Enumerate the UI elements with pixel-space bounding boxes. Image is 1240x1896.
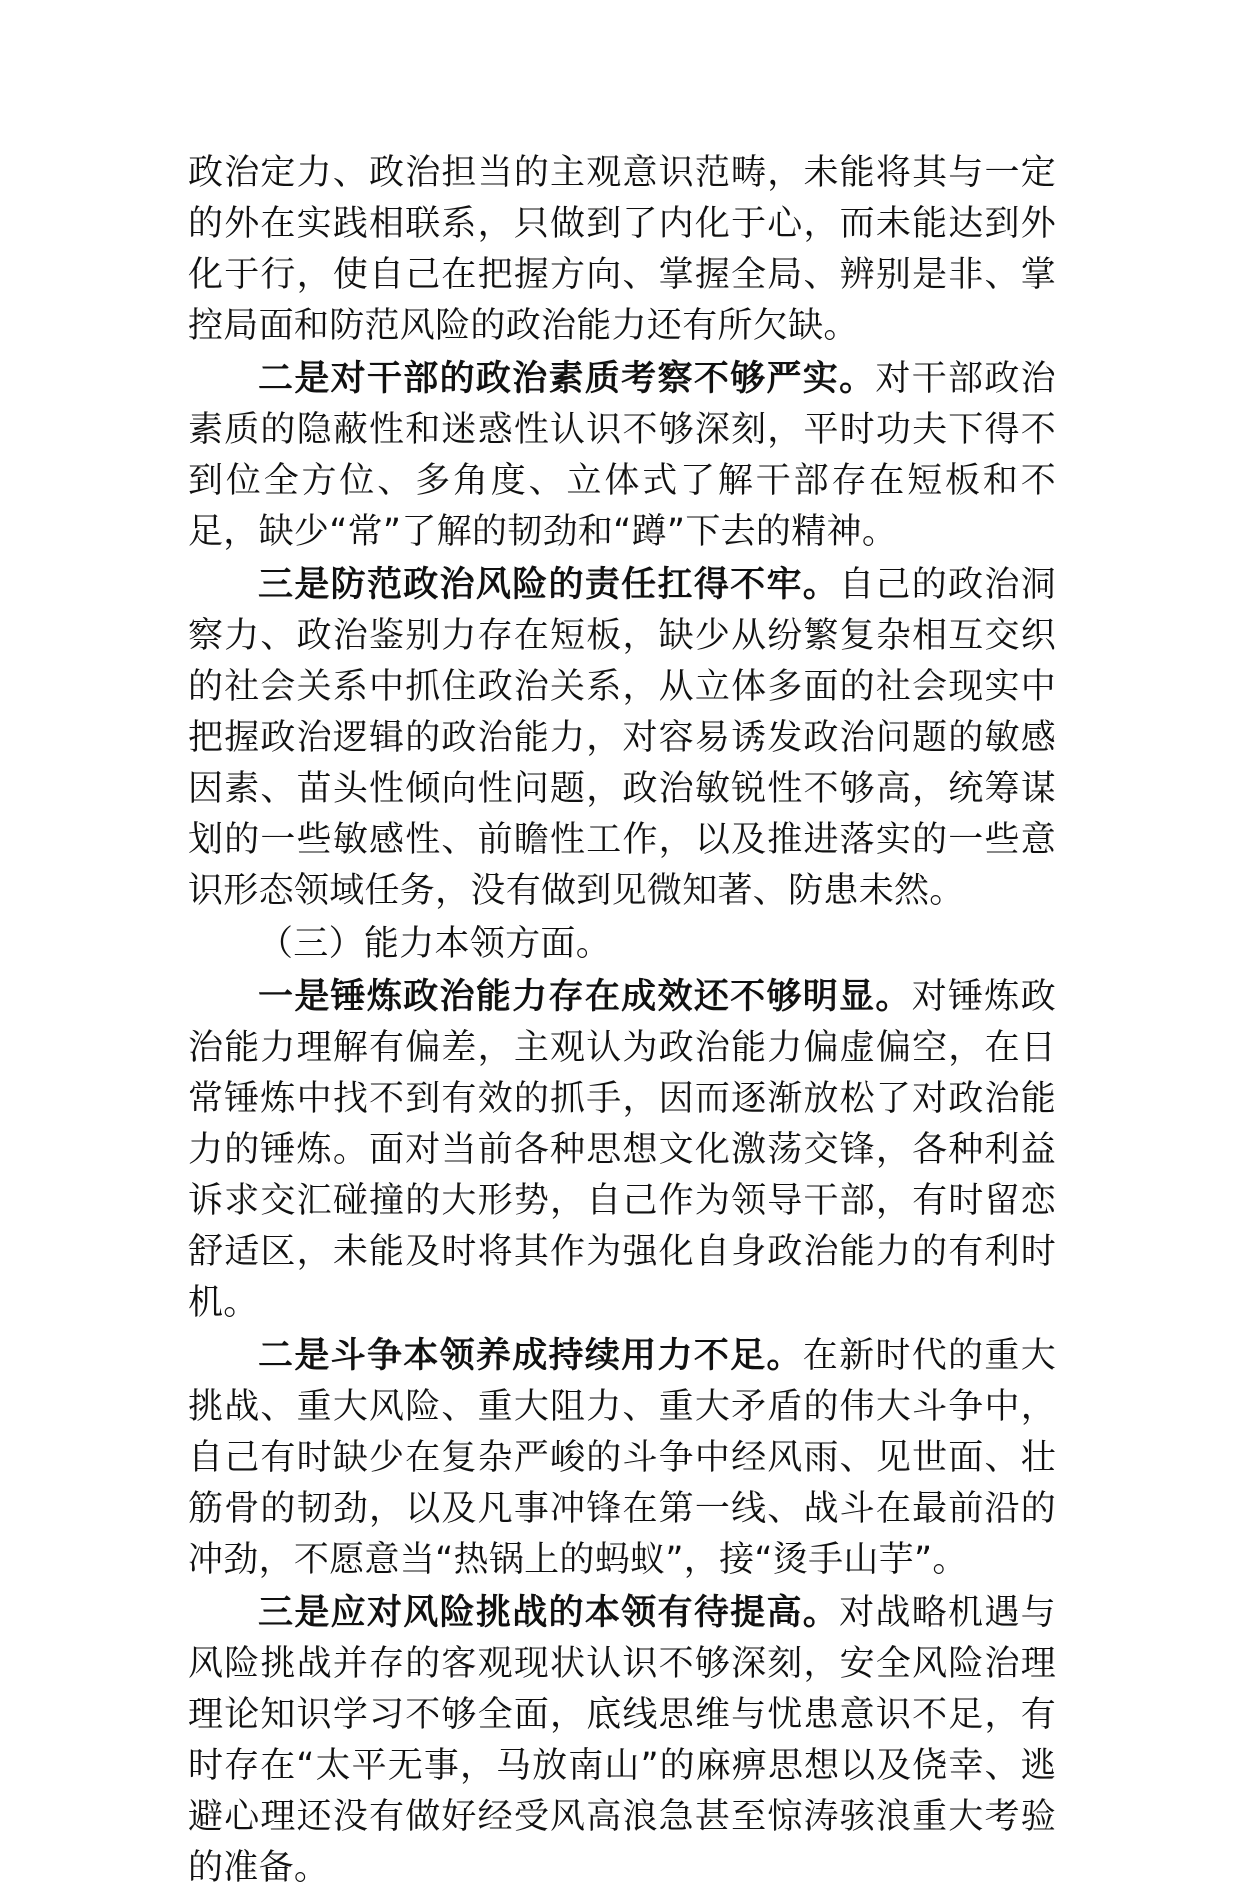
document-page	[188, 148, 1056, 1896]
paragraph-risk-response	[188, 1588, 1056, 1894]
paragraph-text: 在新时代的重大挑战、重大风险、重大阻力、重大矛盾的伟大斗争中，自己有时缺少在复杂严峻的斗争中经风雨、见世面、壮筋骨的韧劲，以及凡事冲锋在第一线、战斗在最前沿的冲劲，不愿意当“热锅上的蚂蚁”，接“烫手山芋”。	[188, 1336, 1056, 1580]
paragraph-lead: 三是应对风险挑战的本领有待提高。	[258, 1593, 840, 1633]
paragraph-lead: 三是防范政治风险的责任扛得不牢。	[258, 565, 840, 605]
paragraph-text: 对干部政治素质的隐蔽性和迷惑性认识不够深刻，平时功夫下得不到位全方位、多角度、立体式了解干部存在短板和不足，缺少“常”了解的韧劲和“蹲”下去的精神。	[188, 359, 1056, 552]
paragraph-lead: 一是锤炼政治能力存在成效还不够明显。	[258, 977, 912, 1017]
section-heading-ability	[188, 919, 1056, 970]
paragraph-text: 对锤炼政治能力理解有偏差，主观认为政治能力偏虚偏空，在日常锤炼中找不到有效的抓手，因而逐渐放松了对政治能力的锤炼。面对当前各种思想文化激荡交锋，各种利益诉求交汇碰撞的大形势，自己作为领导干部，有时留恋舒适区，未能及时将其作为强化自身政治能力的有利时机。	[188, 977, 1057, 1323]
paragraph-text: 自己的政治洞察力、政治鉴别力存在短板，缺少从纷繁复杂相互交织的社会关系中抓住政治关系，从立体多面的社会现实中把握政治逻辑的政治能力，对容易诱发政治问题的敏感因素、苗头性倾向性问题，政治敏锐性不够高，统筹谋划的一些敏感性、前瞻性工作，以及推进落实的一些意识形态领域任务，没有做到见微知著、防患未然。	[188, 565, 1056, 911]
section-heading-text: （三）能力本领方面。	[258, 924, 612, 964]
paragraph-lead: 二是斗争本领养成持续用力不足。	[258, 1336, 803, 1376]
paragraph-cadre-quality	[188, 354, 1056, 558]
paragraph-lead: 二是对干部的政治素质考察不够严实。	[258, 359, 876, 399]
paragraph-text: 政治定力、政治担当的主观意识范畴，未能将其与一定的外在实践相联系，只做到了内化于心，而未能达到外化于行，使自己在把握方向、掌握全局、辨别是非、掌控局面和防范风险的政治能力还有所欠缺。	[188, 153, 1056, 346]
paragraph-struggle-skill	[188, 1331, 1056, 1586]
paragraph-continuation	[188, 148, 1056, 352]
paragraph-political-risk	[188, 560, 1056, 917]
paragraph-political-ability	[188, 972, 1056, 1329]
paragraph-text: 对战略机遇与风险挑战并存的客观现状认识不够深刻，安全风险治理理论知识学习不够全面，底线思维与忧患意识不足，有时存在“太平无事，马放南山”的麻痹思想以及侥幸、逃避心理还没有做好经受风高浪急甚至惊涛骇浪重大考验的准备。	[188, 1593, 1056, 1888]
